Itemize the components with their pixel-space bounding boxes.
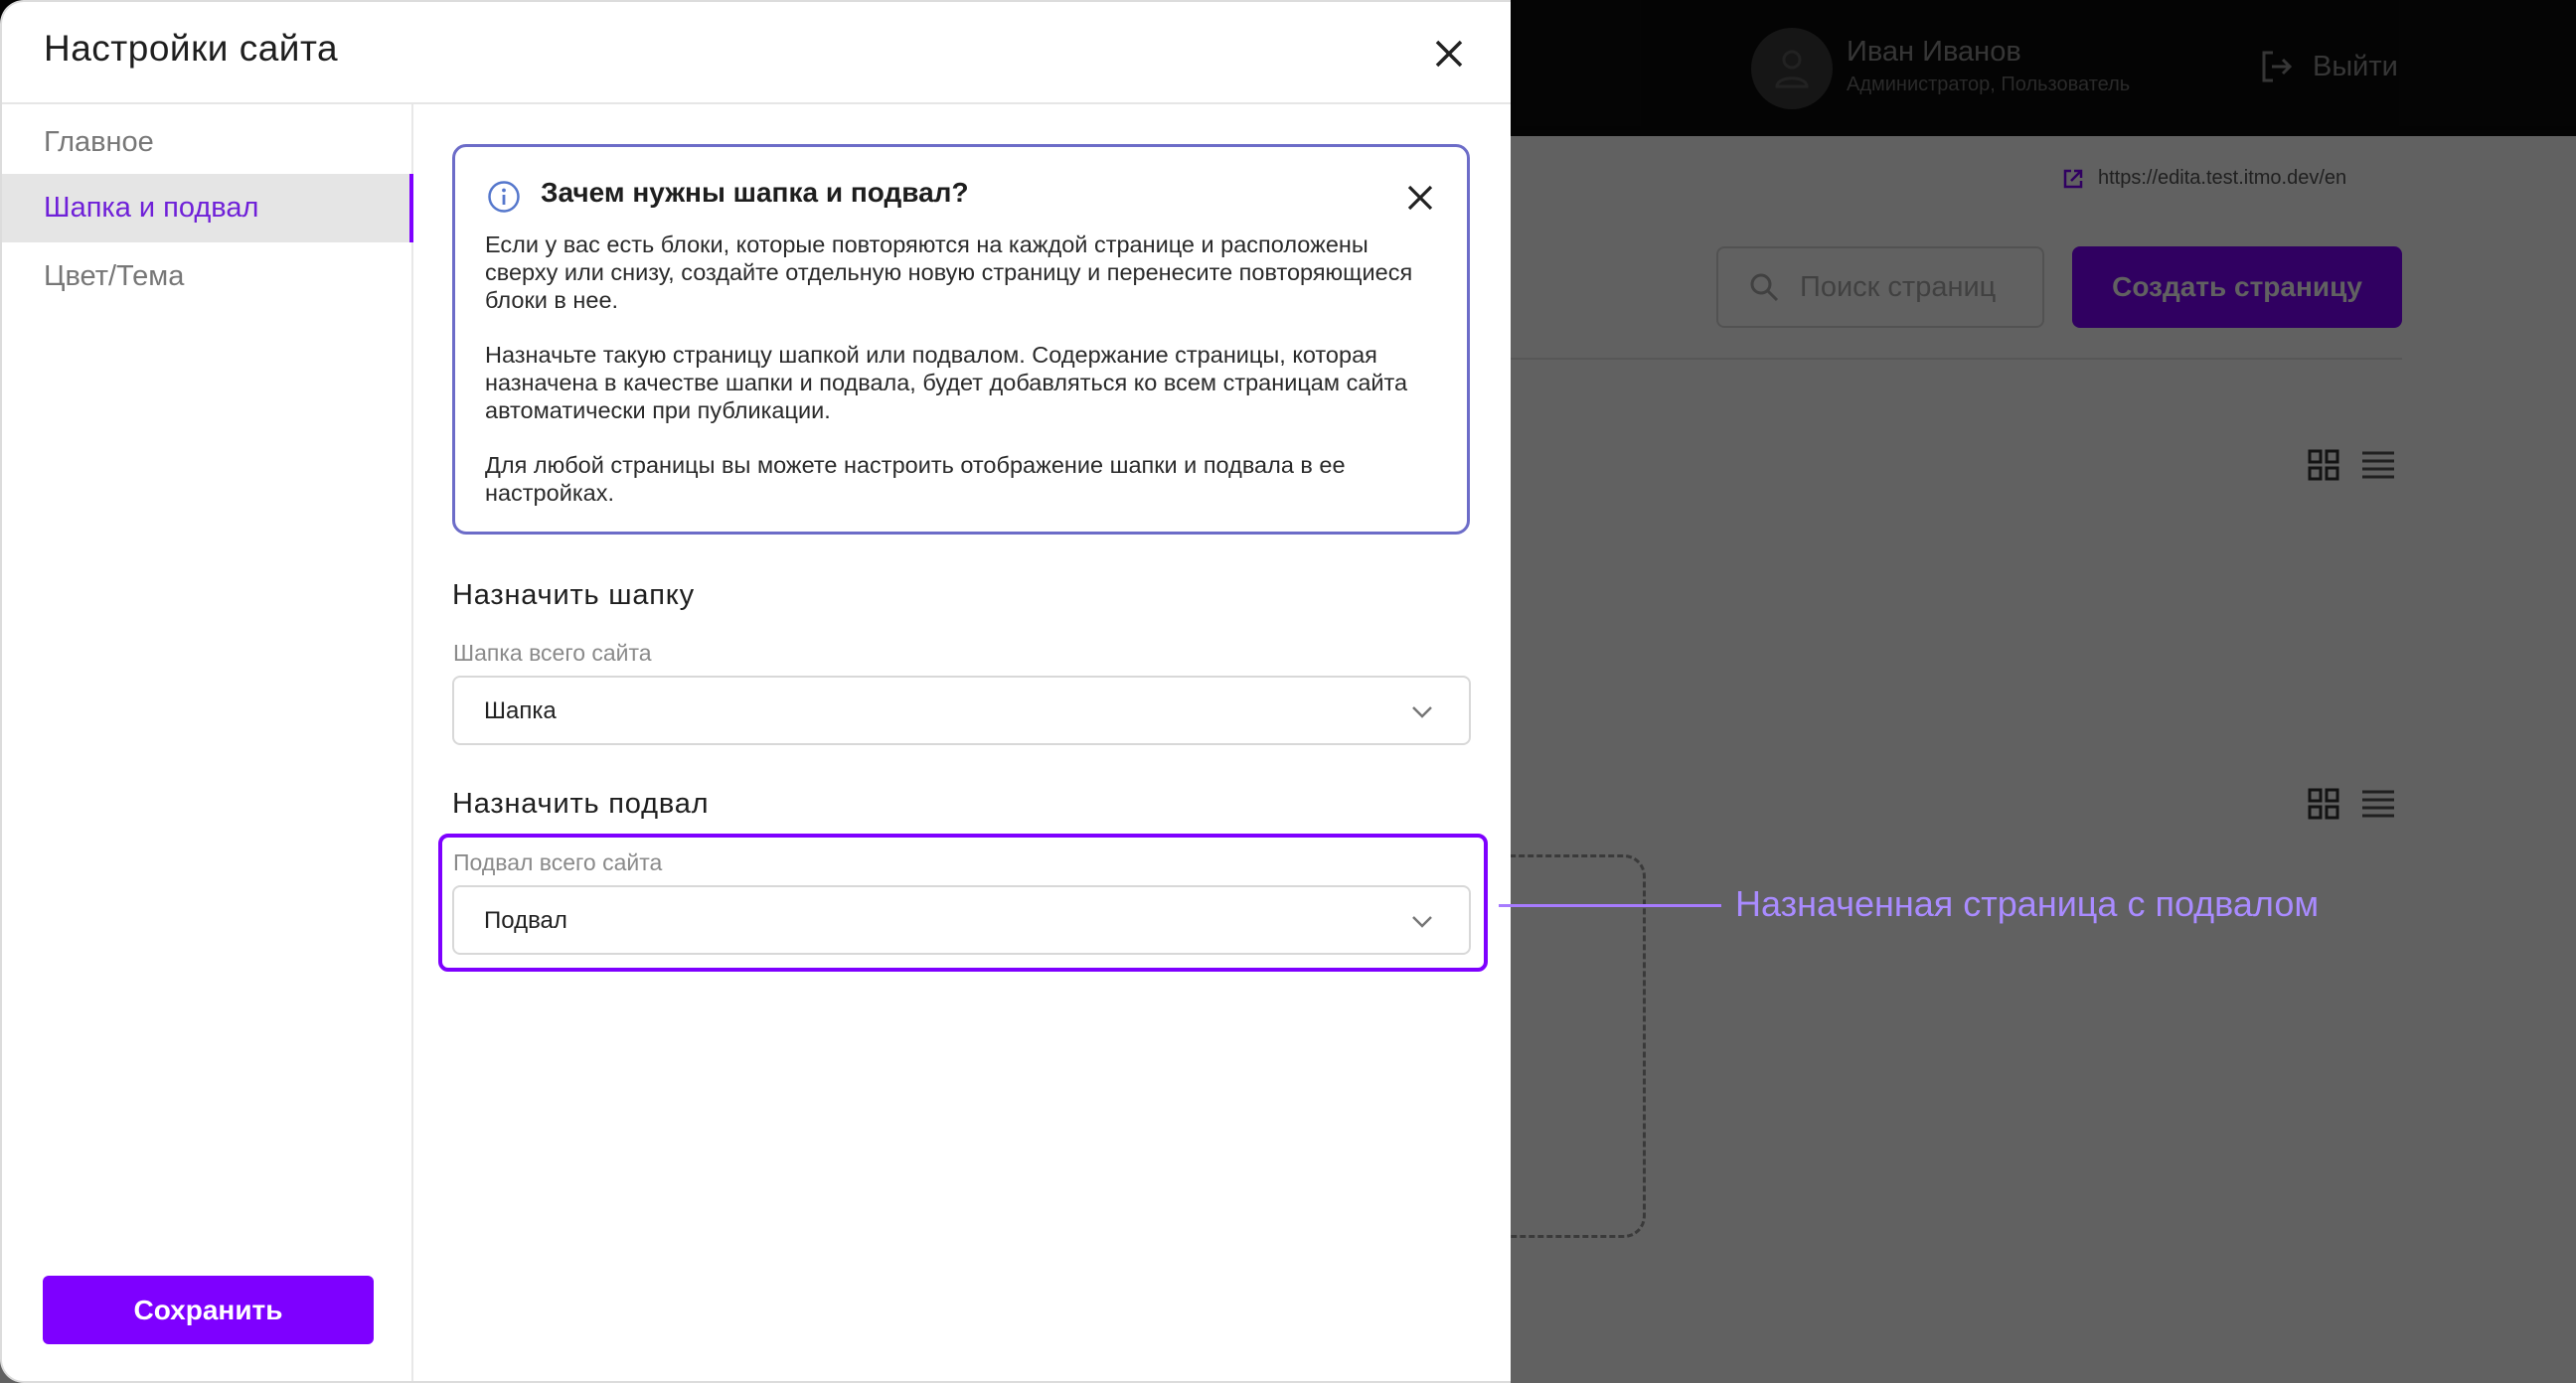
- header-field-label: Шапка всего сайта: [453, 640, 652, 666]
- info-paragraph: Для любой страницы вы можете настроить отображение шапки и подвала в ее настройках.: [485, 452, 1346, 506]
- modal-title: Настройки сайта: [44, 28, 339, 69]
- info-paragraph: Назначьте такую страницу шапкой или подвалом. Содержание страницы, которая назначена в качестве шапки и подвала, будет добавляться ко всем страницам сайта автоматически при публикации.: [485, 342, 1408, 423]
- save-button[interactable]: Сохранить: [43, 1276, 374, 1344]
- annotation-line: [1499, 904, 1721, 907]
- footer-select-value: Подвал: [484, 907, 567, 934]
- header-select[interactable]: [452, 676, 1471, 745]
- info-box: [452, 144, 1470, 535]
- close-icon[interactable]: [1405, 183, 1435, 213]
- sidebar-item-header-footer[interactable]: Шапка и подвал: [2, 174, 413, 242]
- footer-section-title: Назначить подвал: [452, 788, 710, 820]
- sidebar-item-main[interactable]: Главное: [44, 126, 154, 158]
- header-select-value: Шапка: [484, 697, 557, 724]
- info-title: Зачем нужны шапка и подвал?: [541, 177, 969, 208]
- sidebar-item-theme[interactable]: Цвет/Тема: [44, 260, 185, 292]
- footer-field-label: Подвал всего сайта: [453, 849, 663, 875]
- annotation-text: Назначенная страница с подвалом: [1735, 883, 2320, 924]
- footer-highlight-box: [438, 834, 1488, 972]
- header-section-title: Назначить шапку: [452, 579, 695, 611]
- modal-header: [2, 2, 1511, 104]
- info-icon: [487, 180, 521, 214]
- settings-sidebar: [2, 104, 413, 1383]
- info-paragraph: Если у вас есть блоки, которые повторяются на каждой странице и расположены сверху или снизу, создайте отдельную новую страницу и перенесите повторяющиеся блоки в нее.: [485, 231, 1413, 313]
- chevron-down-icon: [1410, 701, 1434, 721]
- close-icon[interactable]: [1431, 36, 1467, 72]
